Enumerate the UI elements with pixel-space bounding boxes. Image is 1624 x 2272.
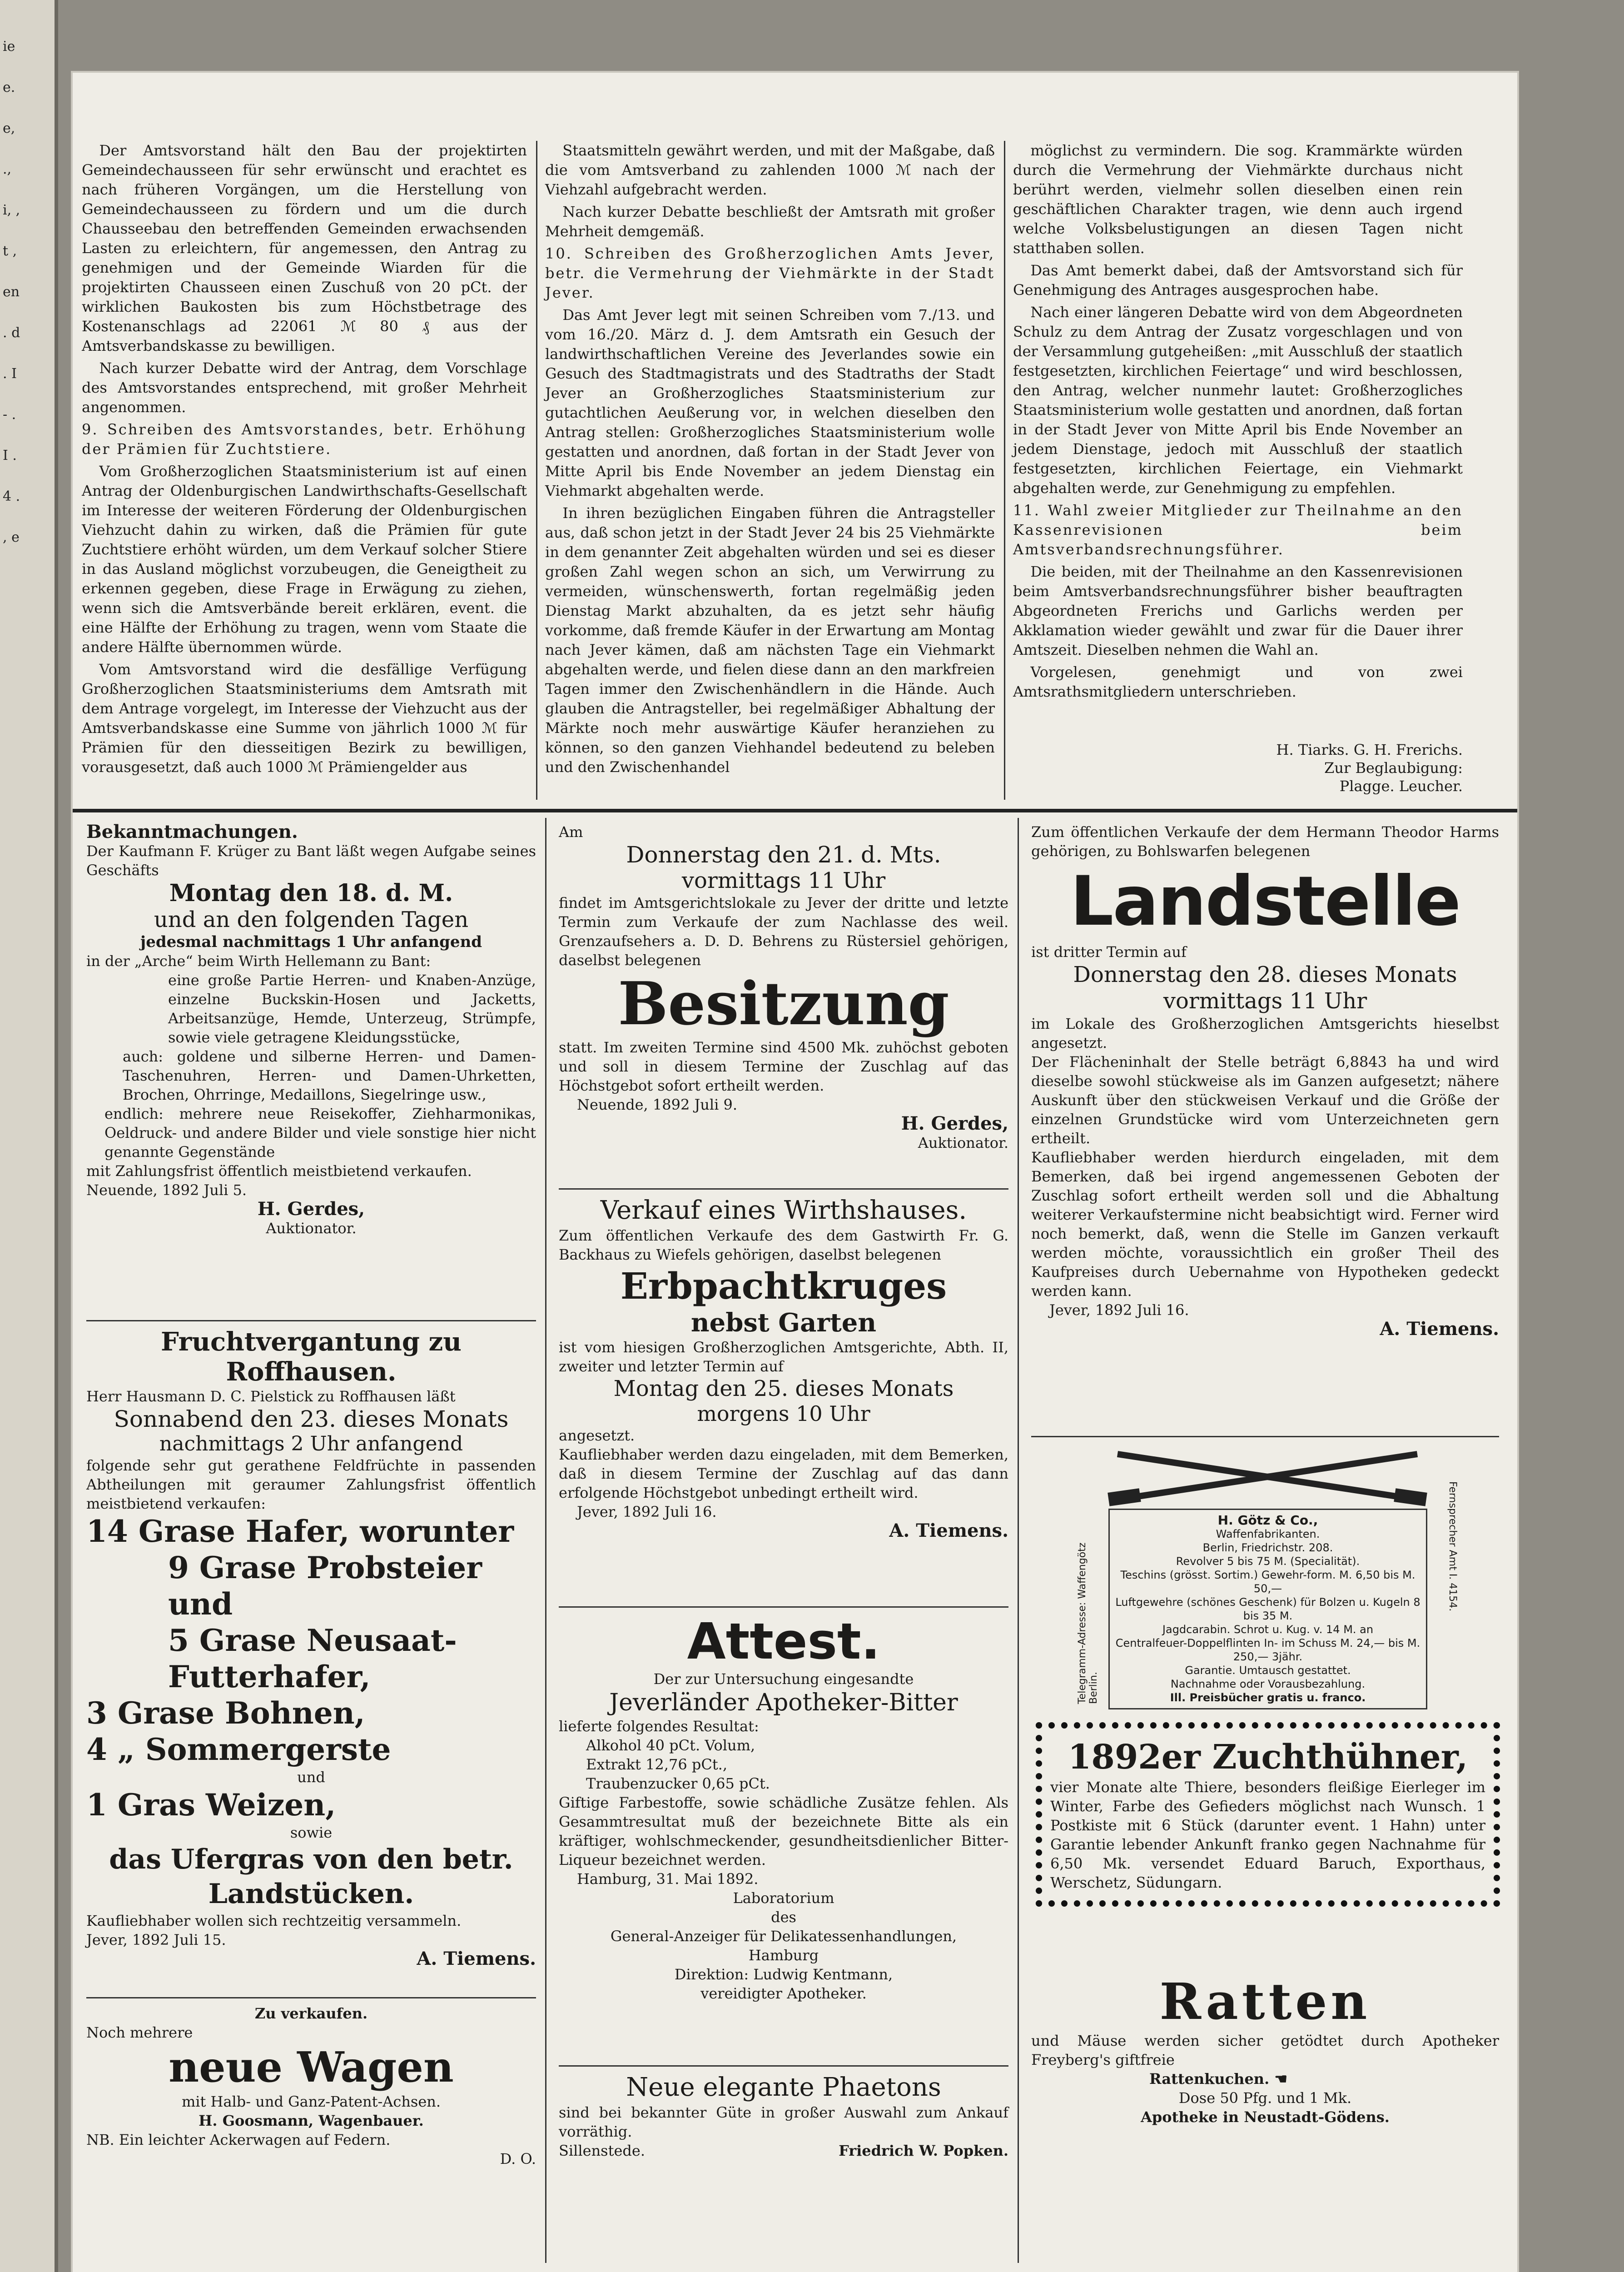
ad-text: vereidigter Apotheker.	[700, 1985, 867, 2002]
ad-text: und	[297, 1769, 325, 1786]
ad-time: vormittags 11 Uhr	[681, 868, 886, 893]
article-paragraph: Vorgelesen, genehmigt und von zwei Amtsrathsmitgliedern unterschrieben.	[1013, 663, 1463, 700]
ad-date: Donnerstag den 28. dieses Monats	[1073, 962, 1457, 987]
ad-text: Jagdcarabin. Schrot u. Kug. v. 14 M. an	[1162, 1623, 1374, 1636]
ad-dateline: Neuende, 1892 Juli 5.	[86, 1181, 247, 1199]
signature-line-2: Zur Beglaubigung:	[1324, 759, 1463, 777]
ad-text: ist vom hiesigen Großherzoglichen Amtsgerichte, Abth. II, zweiter und letzter Termin auf	[559, 1339, 1008, 1375]
article-column-1	[82, 141, 527, 780]
ad-fruchtvergantung	[86, 1327, 536, 1968]
ad-text: ist dritter Termin auf	[1031, 943, 1187, 961]
article-paragraph: Nach einer längeren Debatte wird von dem Abgeordneten Schulz zu dem Antrag der Zusatz vorgeschlagen und von der Versammlung gutgeheißen: „mit Ausschluß der staatlich festgesetzten, kirchlichen Feiertage“ und wird beschlossen, den Antrag, welcher nunmehr lautet: Großherzogliches Staatsministerium wolle gestatten und anordnen, daß fortan in der Stadt Jever von Mitte April bis Ende November an jedem Dienstage, jedoch mit Ausschluß der staatlich festgesetzten, kirchlichen Feiertage, ein Viehmarkt abgehalten werde, zur Genehmigung zu empfehlen.	[1013, 304, 1463, 497]
ad-result: Extrakt 12,76 pCt.,	[586, 1756, 728, 1773]
crossed-rifles-icon	[1081, 1445, 1454, 1509]
ad-phaetons	[559, 2072, 1008, 2160]
ad-zuchthuhner	[1036, 1722, 1500, 1907]
ad-product: Rattenkuchen.	[1149, 2070, 1270, 2088]
ad-time: nachmittags 2 Uhr anfangend	[159, 1432, 463, 1455]
ad-subtitle: Jeverländer Apotheker-Bitter	[609, 1689, 958, 1716]
ad-attest	[559, 1613, 1008, 2003]
article-paragraph: Nach kurzer Debatte beschließt der Amtsrath mit großer Mehrheit demgemäß.	[545, 203, 995, 240]
ad-text: sowie	[290, 1824, 333, 1841]
article-column-3	[1013, 141, 1463, 704]
ad-side-text-left: Telegramm-Adresse: Waffengötz Berlin.	[1077, 1542, 1099, 1704]
ad-initials: D. O.	[500, 2150, 536, 2167]
ad-result: Alkohol 40 pCt. Volum,	[586, 1737, 755, 1754]
ad-items: auch: goldene und silberne Herren- und Damen-Taschenuhren, Herren- und Damen-Uhrketten, Brochen, Ohrringe, Medaillons, Siegelringe usw.,	[123, 1048, 536, 1103]
ad-divider	[559, 1606, 1008, 1608]
ad-text: im Lokale des Großherzoglichen Amtsgerichts hieselbst angesetzt.	[1031, 1015, 1499, 1051]
ad-ratten	[1031, 1972, 1499, 2127]
ad-text: Teschins (grösst. Sortim.) Gewehr-form. M. 6,50 bis M. 50,—	[1120, 1569, 1415, 1595]
ad-bekanntmachungen	[86, 822, 536, 1238]
ad-signature: H. Gerdes,	[257, 1198, 365, 1220]
ad-text: Laboratorium	[733, 1889, 834, 1907]
ad-text: vier Monate alte Thiere, besonders fleißige Eierleger im Winter, Farbe des Gefieders möglichst nach Wunsch. 1 Postkiste mit 6 Stück (darunter event. 1 Hahn) unter Garantie lebender Ankunft franko gegen Nachnahme für 6,50 Mk. versendet Eduard Baruch, Exporthaus, Werschetz, Südungarn.	[1050, 1779, 1485, 1891]
previous-page-edge	[0, 0, 58, 2272]
signature-line-3: Plagge. Leucher.	[1339, 777, 1463, 795]
article-paragraph: 11. Wahl zweier Mitglieder zur Theilnahme an den Kassenrevisionen beim Amtsverbandsrechnungsführer.	[1013, 502, 1463, 558]
ad-text: Der Kaufmann F. Krüger zu Bant läßt wegen Aufgabe seines Geschäfts	[86, 842, 536, 879]
ad-signature: A. Tiemens.	[417, 1948, 536, 1969]
signature-block	[1013, 741, 1463, 795]
ad-dateline: Neuende, 1892 Juli 9.	[577, 1096, 738, 1113]
ad-text: Noch mehrere	[86, 2024, 193, 2041]
ad-text: mit Halb- und Ganz-Patent-Achsen.	[181, 2093, 441, 2110]
ad-item: 14 Grase Hafer, worunter	[86, 1514, 514, 1549]
ad-text: sind bei bekannter Güte in großer Auswahl zum Ankauf vorräthig.	[559, 2104, 1008, 2140]
article-paragraph: Staatsmitteln gewährt werden, und mit der Maßgabe, daß die vom Amtsverband zu zahlenden 1000 ℳ nach der Viehzahl aufgebracht werden.	[545, 142, 995, 198]
ad-time: jedesmal nachmittags 1 Uhr anfangend	[140, 933, 482, 951]
ad-signature: Apotheke in Neustadt-Gödens.	[1141, 2108, 1390, 2126]
ad-title: Verkauf eines Wirthshauses.	[600, 1196, 967, 1225]
ad-goetz-box	[1108, 1509, 1427, 1709]
ad-text: Waffenfabrikanten.	[1216, 1528, 1320, 1540]
ad-side-text-right: Fernsprecher Amt I. 4154.	[1447, 1481, 1458, 1612]
ad-item: 4 „ Sommergerste	[86, 1732, 391, 1767]
ad-text: Der Flächeninhalt der Stelle beträgt 6,8843 ha und wird dieselbe sowohl stückweise als im Ganzen aufgesetzt; nähere Auskunft über den stückweisen Verkauf und die Größe der einzelnen Grundstücke wird vom Unterzeichneten gern ertheilt.	[1031, 1053, 1499, 1147]
ad-items: endlich: mehrere neue Reisekoffer, Ziehharmonikas, Oeldruck- und andere Bilder und viele sonstige hier nicht genannte Gegenstände	[104, 1105, 536, 1161]
ad-landstelle	[1031, 822, 1499, 1339]
ad-text: mit Zahlungsfrist öffentlich meistbietend verkaufen.	[86, 1162, 472, 1180]
section-divider	[73, 809, 1517, 812]
column-rule	[536, 141, 537, 800]
ad-title: Landstelle	[1070, 862, 1460, 941]
ad-title: Attest.	[687, 1612, 880, 1670]
ad-items: eine große Partie Herren- und Knaben-Anzüge, einzelne Buckskin-Hosen und Jacketts, Arbeitsanzüge, Hemde, Unterzeug, Strümpfe, sowie viele getragene Kleidungsstücke,	[168, 972, 536, 1046]
column-rule	[1004, 141, 1005, 800]
ad-text: NB. Ein leichter Ackerwagen auf Federn.	[86, 2131, 391, 2148]
ad-title: Fruchtvergantung zu Roffhausen.	[161, 1327, 462, 1387]
article-paragraph: Nach kurzer Debatte wird der Antrag, dem Vorschlage des Amtsvorstandes entsprechend, mit großer Mehrheit angenommen.	[82, 359, 527, 416]
ad-text: und Mäuse werden sicher getödtet durch Apotheker Freyberg's giftfreie	[1031, 2032, 1499, 2068]
ad-title: Besitzung	[618, 969, 949, 1038]
ad-text: des	[771, 1908, 796, 1926]
article-paragraph: 10. Schreiben des Großherzoglichen Amts Jever, betr. die Vermehrung der Viehmärkte in der Stadt Jever.	[545, 245, 995, 301]
article-paragraph: Die beiden, mit der Theilnahme an den Kassenrevisionen beim Amtsverbandsrechnungsführer bisher beauftragten Abgeordneten Frerichs und Garlichs werden per Akklamation wieder gewählt und zwar für die Dauer ihrer Amtszeit. Dieselben nehmen die Wahl an.	[1013, 563, 1463, 658]
article-paragraph: 9. Schreiben des Amtsvorstandes, betr. Erhöhung der Prämien für Zuchtstiere.	[82, 421, 527, 458]
signature-line-1: H. Tiarks. G. H. Frerichs.	[1276, 741, 1463, 758]
ad-text: lieferte folgendes Resultat:	[559, 1718, 759, 1735]
ad-title: Bekanntmachungen.	[86, 821, 298, 842]
ad-column-rule	[545, 818, 546, 2263]
ad-title: neue Wagen	[169, 2043, 454, 2092]
ad-text: Luftgewehre (schönes Geschenk) für Bolzen u. Kugeln 8 bis 35 M.	[1115, 1596, 1420, 1622]
ad-date: und an den folgenden Tagen	[154, 907, 469, 932]
ad-date: Donnerstag den 21. d. Mts.	[626, 842, 941, 868]
ad-text: Hamburg	[748, 1947, 819, 1964]
ad-text: findet im Amtsgerichtslokale zu Jever der dritte und letzte Termin zum Verkaufe der zum Nachlasse des weil. Grenzaufsehers a. D. D. Behrens zu Rüstersiel gehörigen, daselbst belegenen	[559, 894, 1008, 969]
ad-text: Zum öffentlichen Verkaufe des dem Gastwirth Fr. G. Backhaus zu Wiefels gehörigen, daselbst belegenen	[559, 1227, 1008, 1263]
ad-wirthshaus	[559, 1195, 1008, 1540]
ad-title: Neue elegante Phaetons	[626, 2073, 941, 2102]
ad-divider	[86, 1997, 536, 1998]
ad-text: General-Anzeiger für Delikatessenhandlungen,	[610, 1928, 957, 1945]
ad-title: Erbpachtkruges	[620, 1265, 947, 1307]
ad-place: Sillenstede.	[559, 2142, 645, 2159]
article-paragraph: Das Amt Jever legt mit seinen Schreiben vom 7./13. und vom 16./20. März d. J. dem Amtsrath ein Gesuch der landwirthschaftlichen Vereine des Jeverlandes sowie ein Gesuch des Stadtmagistrats und des Stadtraths der Stadt Jever an Großherzogliches Staatsministerium zur gutachtlichen Aeußerung vor, in welchen dieselben den Antrag stellen: Großherzogliches Staatsministerium wolle gestatten und anordnen, daß fortan in der Stadt Jever von Mitte April bis Ende November an jedem Dienstag ein Viehmarkt abgehalten werde.	[545, 306, 995, 499]
article-paragraph: möglichst zu vermindern. Die sog. Krammärkte würden durch die Vermehrung der Viehmärkte durchaus nicht berührt werden, vielmehr sollen dieselben einen rein geschäftlichen Charakter tragen, wie denn auch irgend welche Volksbelustigungen an diesen Tagen nicht statthaben sollen.	[1013, 142, 1463, 257]
ad-title: 1892er Zuchthühner,	[1068, 1738, 1468, 1777]
ad-goetz-weapons	[1077, 1445, 1458, 1709]
ad-text: Garantie. Umtausch gestattet.	[1185, 1664, 1351, 1677]
ad-subtitle: nebst Garten	[690, 1308, 877, 1338]
ad-price: Dose 50 Pfg. und 1 Mk.	[1178, 2089, 1352, 2107]
ad-text: Nachnahme oder Vorausbezahlung.	[1170, 1678, 1366, 1690]
ad-divider	[1031, 1436, 1499, 1437]
article-paragraph: Vom Großherzoglichen Staatsministerium ist auf einen Antrag der Oldenburgischen Landwirthschafts-Gesellschaft im Interesse der weiteren Förderung der Oldenburgischen Viehzucht dahin zu wirken, daß die Prämien für gute Zuchtstiere erhöht würden, um dem Verkauf solcher Stiere in das Ausland möglichst vorzubeugen, die Geneigtheit zu erkennen gegeben, diese Frage in Erwägung zu ziehen, wenn sich die Amtsverbände bereit erklären, event. die eine Hälfte der Erhöhung zu tragen, wenn vom Staate die andere Hälfte übernommen würde.	[82, 463, 527, 656]
ad-date: Montag den 25. dieses Monats	[613, 1376, 954, 1401]
ad-item: 3 Grase Bohnen,	[86, 1695, 365, 1731]
article-column-2	[545, 141, 995, 780]
ad-text: Kaufliebhaber wollen sich rechtzeitig versammeln.	[86, 1912, 462, 1929]
ad-result: Traubenzucker 0,65 pCt.	[586, 1775, 770, 1792]
ad-text: Kaufliebhaber werden hierdurch eingeladen, mit dem Bemerken, daß bei irgend angemessenen Geboten der Zuschlag sofort ertheilt werden soll und die Abhaltung weiterer Verkaufstermine nicht beabsichtigt wird. Ferner wird noch bemerkt, daß, wenn die Stelle im Ganzen verkauft werden möchte, voraussichtlich ein großer Theil des Kaufpreises durch Uebernahme von Hypotheken gedeckt werden kann.	[1031, 1149, 1499, 1300]
ad-text: in der „Arche“ beim Wirth Hellemann zu Bant:	[86, 952, 431, 970]
ad-role: Auktionator.	[918, 1134, 1008, 1151]
article-paragraph: Das Amt bemerkt dabei, daß der Amtsvorstand sich für Genehmigung des Antrages ausgesprochen habe.	[1013, 262, 1463, 299]
ad-signature: A. Tiemens.	[889, 1520, 1008, 1541]
ad-signature: H. Goosmann, Wagenbauer.	[199, 2112, 424, 2129]
ad-text: Giftige Farbestoffe, sowie schädliche Zusätze fehlen. Als Gesammtresultat muß der bezeichnete Bitte als ein kräftiger, wohlschmeckender, gesundheitsdienlicher Bitter-Liqueur bezeichnet werden.	[559, 1794, 1008, 1868]
ad-text: Berlin, Friedrichstr. 208.	[1202, 1541, 1333, 1554]
ad-text: Ill. Preisbücher gratis u. franco.	[1170, 1691, 1366, 1704]
ad-column-rule	[1018, 818, 1019, 2263]
article-paragraph: In ihren bezüglichen Eingaben führen die Antragsteller aus, daß schon jetzt in der Stadt Jever 24 bis 25 Viehmärkte in dem genannter Zeit abgehalten würden und sei es dieser großen Zahl wegen schon an sich, um Verwirrung zu vermeiden, wünschenswerth, fortan regelmäßig jeden Dienstag Markt abzuhalten, da es jetzt sehr häufig vorkomme, daß fremde Käufer in der Erwartung am Montag nach Jever kämen, daß am nächsten Tage ein Viehmarkt abgehalten werde, und fielen diese dann an den markfreien Tagen immer den Zwischenhändlern in die Hände. Auch glauben die Antragsteller, bei regelmäßiger Abhaltung der Märkte noch mehr auswärtige Käufer heranziehen zu können, so den ganzen Viehhandel bedeutend zu beleben und den Zwischenhandel	[545, 504, 995, 776]
ad-text: Herr Hausmann D. C. Pielstick zu Roffhausen läßt	[86, 1388, 456, 1405]
ad-time: vormittags 11 Uhr	[1163, 988, 1367, 1014]
ad-text: angesetzt.	[559, 1427, 635, 1444]
ad-text: folgende sehr gut gerathene Feldfrüchte in passenden Abtheilungen mit geraumer Zahlungsfrist öffentlich meistbietend verkaufen:	[86, 1457, 536, 1512]
ad-neue-wagen	[86, 2004, 536, 2168]
article-paragraph: Der Amtsvorstand hält den Bau der projektirten Gemeindechausseen für sehr erwünscht und erachtet es nach früheren Vorgängen, um die Herstellung von Gemeindechausseen zu fördern und um die durch Chausseebau den betreffenden Gemeinden erwachsenden Lasten zu erleichtern, für angemessen, den Antrag zu genehmigen und der Gemeinde Wiarden für die projektirten Chausseen einen Zuschuß von 20 pCt. der wirklichen Baukosten bis zum Höchstbetrage des Kostenanschlags ad 22061 ℳ 80 ₰ aus der Amtsverbandskasse zu bewilligen.	[82, 142, 527, 354]
ad-signature: A. Tiemens.	[1380, 1318, 1499, 1340]
ad-signature: H. Gerdes,	[901, 1113, 1008, 1134]
ad-item: 5 Grase Neusaat-Futterhafer,	[168, 1623, 457, 1694]
ad-besitzung	[559, 822, 1008, 1152]
ad-firm: H. Götz & Co.,	[1217, 1513, 1318, 1528]
ad-divider	[559, 1188, 1008, 1190]
ad-text: Am	[559, 823, 583, 841]
ad-text: Kaufliebhaber werden dazu eingeladen, mit dem Bemerken, daß in diesem Termine der Zuschlag auf das dann erfolgende Höchstgebot unbedingt ertheilt wird.	[559, 1446, 1008, 1501]
ad-signature: Friedrich W. Popken.	[839, 2142, 1008, 2159]
article-paragraph: Vom Amtsvorstand wird die desfällige Verfügung Großherzoglichen Staatsministeriums dem Amtsrath mit dem Antrage vorgelegt, im Interesse der Viehzucht aus der Amtsverbandskasse eine Summe von jährlich 1000 ℳ für Prämien für den diesseitigen Bezirk zu bewilligen, vorausgesetzt, daß auch 1000 ℳ Prämiengelder aus	[82, 661, 527, 776]
ad-text: Revolver 5 bis 75 M. (Specialität).	[1176, 1555, 1360, 1568]
newspaper-page	[73, 73, 1517, 2272]
ad-item: das Ufergras von den betr. Landstücken.	[109, 1844, 513, 1910]
ad-dateline: Jever, 1892 Juli 15.	[86, 1931, 226, 1948]
ad-role: Auktionator.	[266, 1220, 357, 1237]
pointing-hand-icon: ☚	[1274, 2070, 1288, 2088]
ad-dateline: Jever, 1892 Juli 16.	[1049, 1301, 1189, 1319]
ad-text: statt. Im zweiten Termine sind 4500 Mk. zuhöchst geboten und soll in diesem Termine der Zuschlag auf das Höchstgebot sofort ertheilt werden.	[559, 1039, 1008, 1094]
ad-text: Centralfeuer-Doppelflinten In- im Schuss M. 24,— bis M. 250,— 3jähr.	[1115, 1637, 1420, 1663]
ad-item: 1 Gras Weizen,	[86, 1787, 336, 1823]
ad-dateline: Jever, 1892 Juli 16.	[577, 1503, 717, 1520]
ad-heading: Zu verkaufen.	[254, 2005, 368, 2022]
ad-text: Direktion: Ludwig Kentmann,	[674, 1966, 893, 1983]
ad-text: Der zur Untersuchung eingesandte	[653, 1670, 914, 1688]
ad-title: Ratten	[1159, 1972, 1371, 2031]
ad-date: Montag den 18. d. M.	[169, 879, 453, 907]
ad-text: Zum öffentlichen Verkaufe der dem Hermann Theodor Harms gehörigen, zu Bohlswarfen belegenen	[1031, 823, 1499, 860]
previous-page-letters: ie e. e, ., i, , t , en . d . I- . I . 4 . , e	[3, 39, 20, 545]
ad-dateline: Hamburg, 31. Mai 1892.	[577, 1870, 759, 1888]
ad-divider	[559, 2065, 1008, 2067]
ad-divider	[86, 1320, 536, 1321]
ad-time: morgens 10 Uhr	[697, 1401, 870, 1426]
ad-item: 9 Grase Probsteier und	[168, 1550, 482, 1622]
ad-date: Sonnabend den 23. dieses Monats	[114, 1406, 509, 1432]
